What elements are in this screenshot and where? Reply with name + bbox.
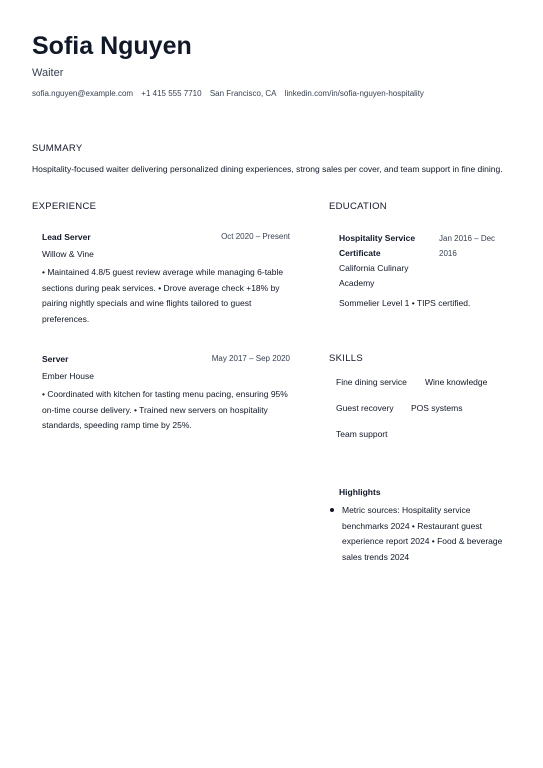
job-dates: May 2017 – Sep 2020: [211, 354, 290, 363]
job-title: Server: [42, 354, 69, 364]
summary-heading: SUMMARY: [32, 143, 83, 154]
skill-item: Team support: [336, 429, 388, 439]
skill-item: Guest recovery: [336, 403, 394, 413]
contact-location: San Francisco, CA: [209, 89, 277, 98]
highlights-title: Highlights: [339, 487, 381, 497]
contact-line: [32, 88, 430, 99]
experience-heading: EXPERIENCE: [32, 201, 97, 212]
job-entry: [42, 231, 290, 327]
skill-item: POS systems: [411, 403, 463, 413]
education-heading: EDUCATION: [329, 201, 387, 212]
bullet-dot-icon: [330, 508, 334, 512]
skill-item: Fine dining service: [336, 377, 407, 387]
job-title: Lead Server: [42, 232, 91, 242]
candidate-role: Waiter: [32, 67, 64, 79]
job-description: • Coordinated with kitchen for tasting menu pacing, ensuring 95% on-time course delivery. • Trained new servers on hospitality standards, speeding ramp time by 25%.: [42, 389, 288, 430]
summary-text: Hospitality-focused waiter delivering personalized dining experiences, strong sales per cover, and team support in fine dining.: [32, 164, 503, 174]
contact-email[interactable]: sofia.nguyen@example.com: [32, 89, 134, 98]
job-company: Willow & Vine: [42, 249, 94, 259]
skills-heading: SKILLS: [329, 353, 364, 364]
skill-item: Wine knowledge: [425, 377, 488, 387]
job-header: [42, 353, 290, 365]
job-dates: Oct 2020 – Present: [221, 232, 290, 241]
contact-linkedin[interactable]: linkedin.com/in/sofia-nguyen-hospitality: [284, 89, 424, 98]
job-header: [42, 231, 290, 243]
education-dates: Jan 2016 – Dec 2016: [439, 234, 496, 258]
highlights-text: Metric sources: Hospitality service benchmarks 2024 • Restaurant guest experience report 2024 • Food & beverage sales trends 2024: [342, 505, 503, 562]
job-description: • Maintained 4.8/5 guest review average while managing 6-table sections during peak services. • Drove average check +18% by pairing nightly specials and wine flights tailored to guest preferences.: [42, 267, 284, 324]
education-school: California Culinary Academy: [339, 263, 409, 288]
education-degree: Hospitality Service Certificate: [339, 233, 416, 258]
contact-phone: +1 415 555 7710: [141, 89, 202, 98]
job-company: Ember House: [42, 371, 94, 381]
candidate-name: Sofia Nguyen: [32, 32, 192, 60]
education-note: Sommelier Level 1 • TIPS certified.: [339, 298, 471, 308]
job-entry: [42, 353, 290, 434]
